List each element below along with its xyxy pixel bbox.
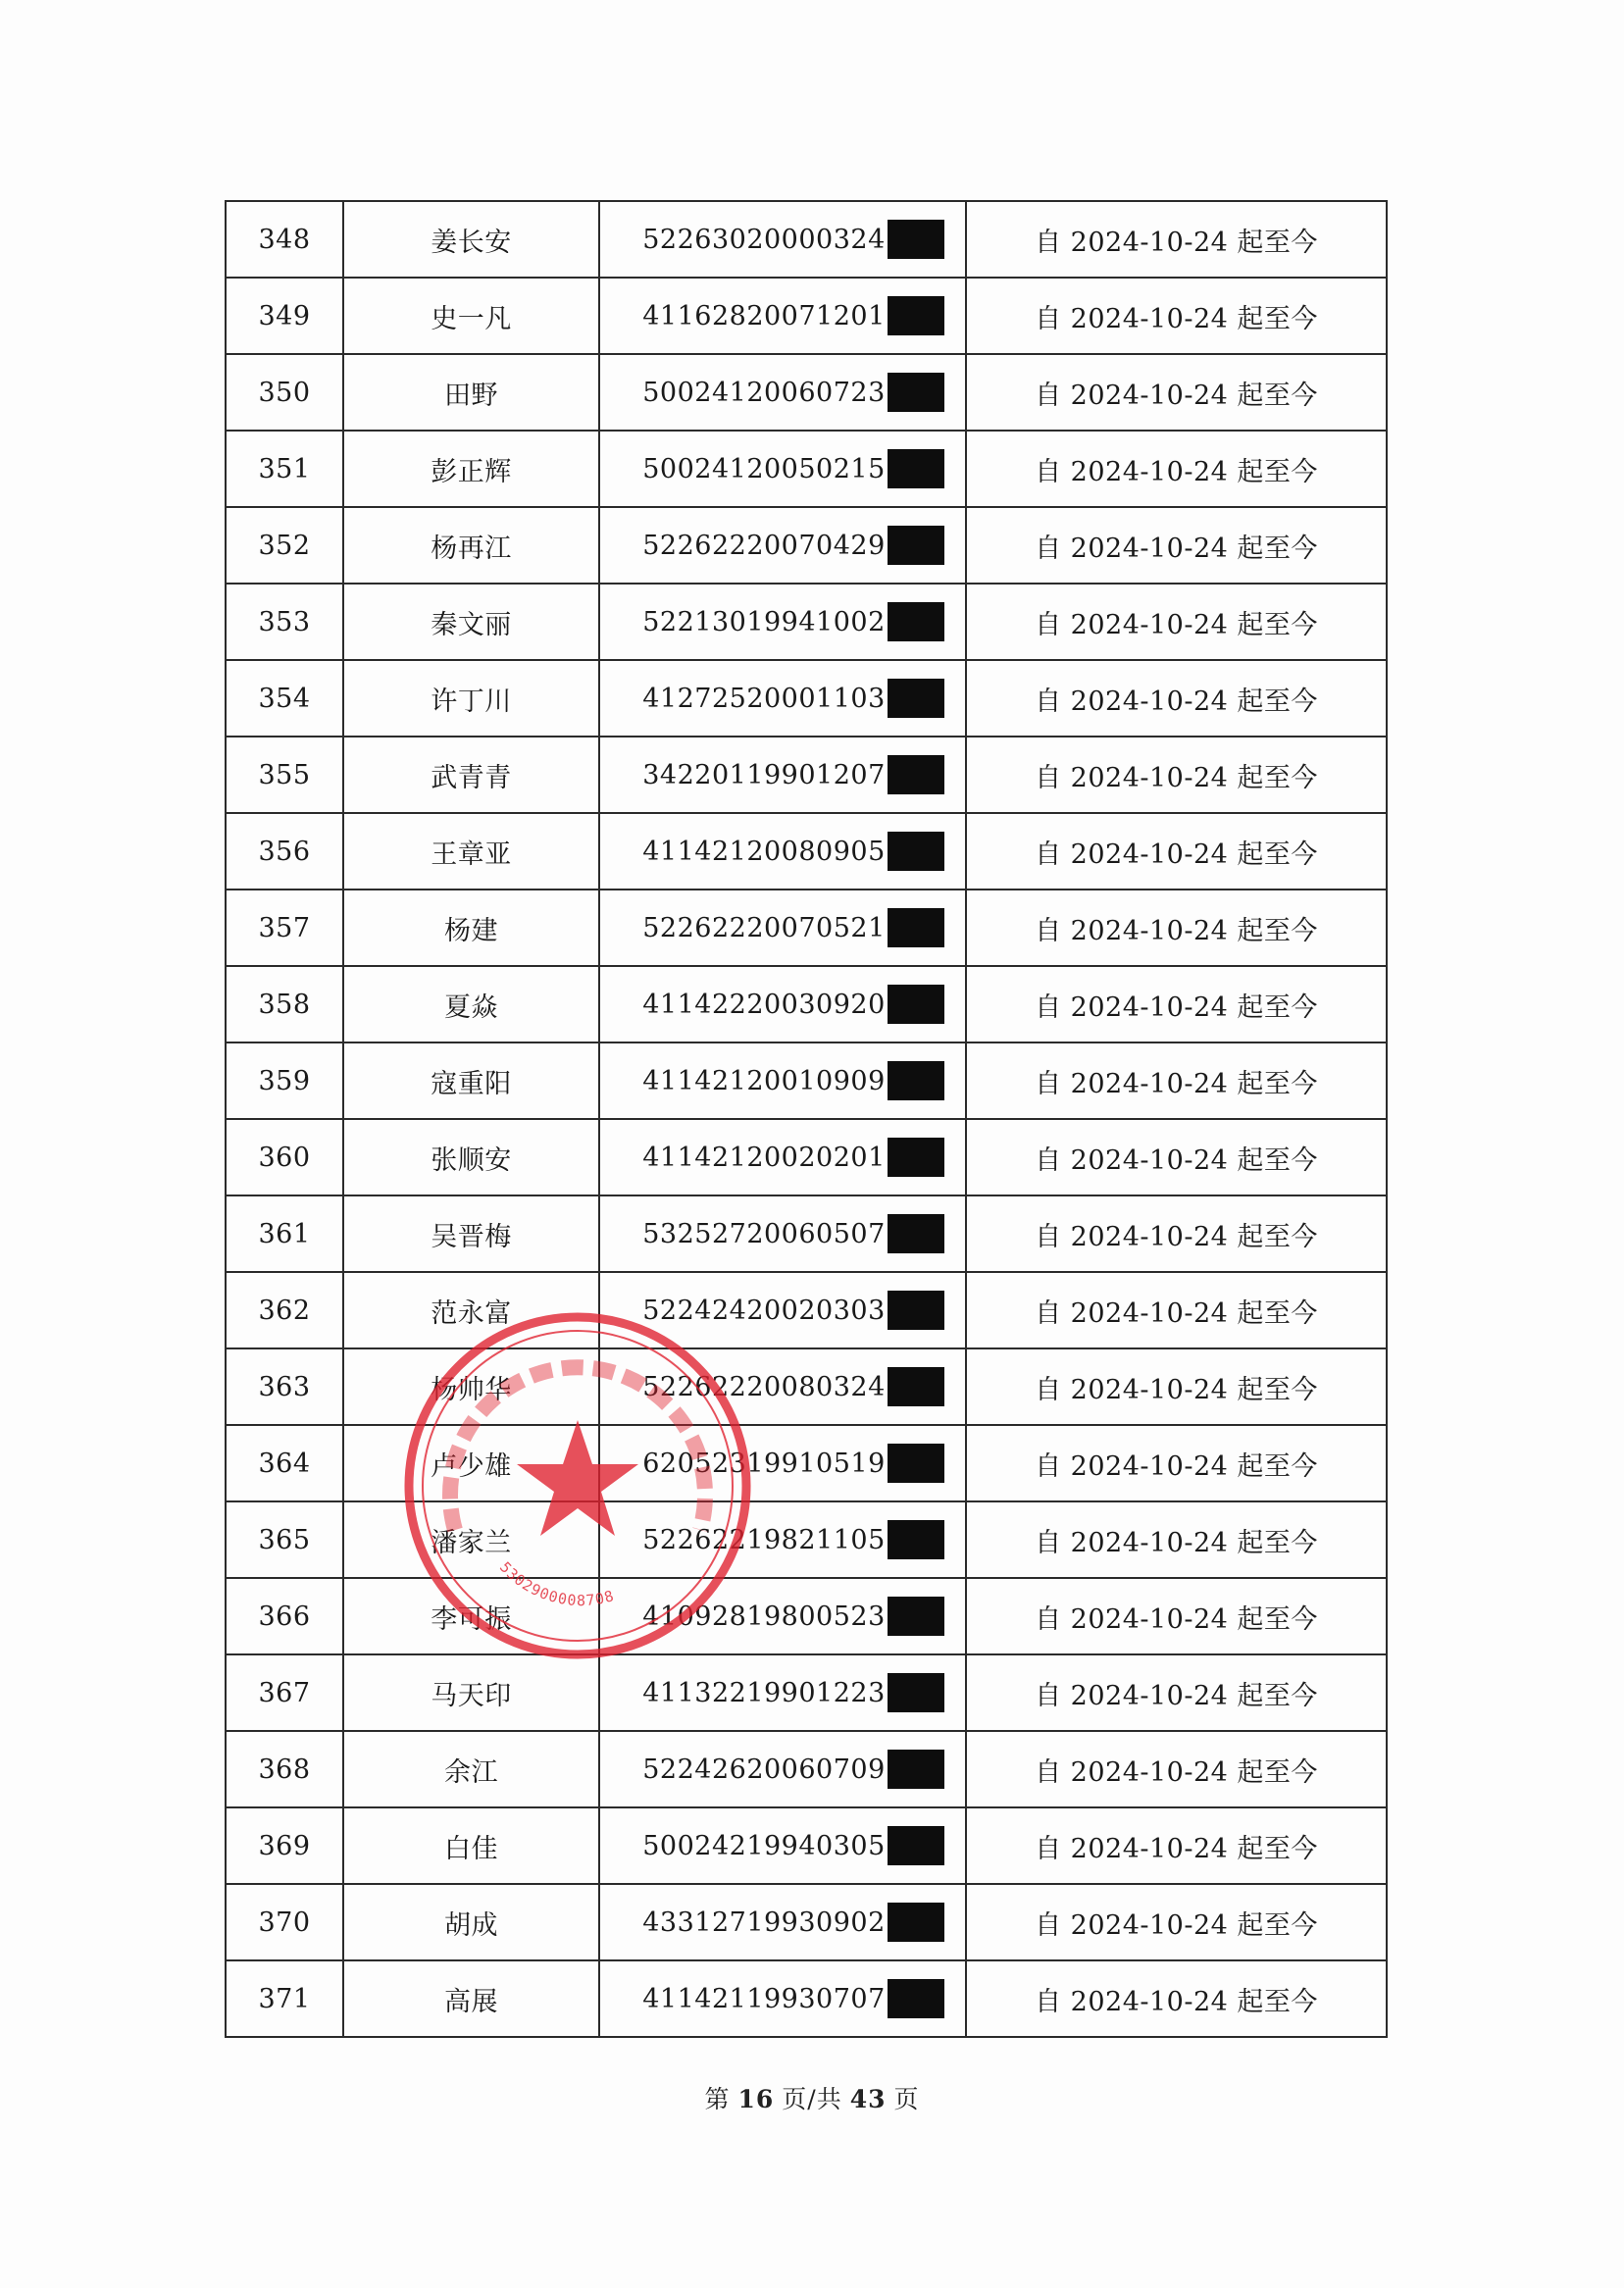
table-row xyxy=(226,1425,1387,1501)
row-index: 369 xyxy=(258,1830,311,1861)
id-number-wrap xyxy=(642,1449,923,1479)
row-id-number-cell xyxy=(599,1501,966,1578)
id-number-wrap xyxy=(642,837,923,867)
row-period: 自 2024-10-24 起至今 xyxy=(1035,1756,1318,1788)
row-period: 自 2024-10-24 起至今 xyxy=(1035,303,1318,334)
row-index: 351 xyxy=(258,453,311,484)
row-id-number: 41142120080905 xyxy=(642,836,886,867)
row-period-cell xyxy=(966,507,1387,584)
row-name-cell xyxy=(343,1960,599,2037)
row-index-cell xyxy=(226,1501,343,1578)
id-number-wrap xyxy=(642,225,923,255)
row-index: 362 xyxy=(258,1295,311,1326)
row-period-cell xyxy=(966,201,1387,278)
redaction-box xyxy=(888,1520,944,1559)
row-period: 自 2024-10-24 起至今 xyxy=(1035,1986,1318,2017)
redaction-box xyxy=(888,1214,944,1253)
id-number-wrap xyxy=(642,1984,923,2014)
row-period-cell xyxy=(966,966,1387,1042)
row-name: 王章亚 xyxy=(431,839,512,870)
row-period-cell xyxy=(966,1807,1387,1884)
row-period: 自 2024-10-24 起至今 xyxy=(1035,609,1318,640)
row-period-cell xyxy=(966,1578,1387,1654)
row-id-number-cell xyxy=(599,584,966,660)
id-number-wrap xyxy=(642,1296,923,1326)
row-id-number: 52262220070521 xyxy=(642,912,886,943)
row-name-cell xyxy=(343,1807,599,1884)
id-number-wrap xyxy=(642,1831,923,1861)
row-period-cell xyxy=(966,1654,1387,1731)
row-name: 秦文丽 xyxy=(431,609,512,640)
row-name-cell xyxy=(343,201,599,278)
row-period-cell xyxy=(966,1348,1387,1425)
row-period-cell xyxy=(966,1960,1387,2037)
row-id-number-cell xyxy=(599,1042,966,1119)
row-index-cell xyxy=(226,1654,343,1731)
row-id-number-cell xyxy=(599,1578,966,1654)
row-name: 田野 xyxy=(444,380,498,411)
row-id-number-cell xyxy=(599,1884,966,1960)
row-name-cell xyxy=(343,1119,599,1195)
row-id-number: 41132219901223 xyxy=(642,1677,886,1708)
row-id-number-cell xyxy=(599,1195,966,1272)
id-number-wrap xyxy=(642,1525,923,1555)
table-row xyxy=(226,1960,1387,2037)
row-name-cell xyxy=(343,431,599,507)
row-index-cell xyxy=(226,1960,343,2037)
row-id-number: 52242620060709 xyxy=(642,1754,886,1785)
footer-current-page: 16 xyxy=(737,2085,775,2113)
redaction-box xyxy=(888,1367,944,1406)
redaction-box xyxy=(888,755,944,794)
row-index: 367 xyxy=(258,1677,311,1708)
row-name: 马天印 xyxy=(431,1680,512,1711)
table-row xyxy=(226,584,1387,660)
row-name: 潘家兰 xyxy=(431,1527,512,1558)
row-index-cell xyxy=(226,1119,343,1195)
row-period-cell xyxy=(966,1425,1387,1501)
row-name-cell xyxy=(343,1578,599,1654)
table-row xyxy=(226,737,1387,813)
row-name-cell xyxy=(343,278,599,354)
row-id-number-cell xyxy=(599,1654,966,1731)
row-period: 自 2024-10-24 起至今 xyxy=(1035,1374,1318,1405)
row-index-cell xyxy=(226,813,343,890)
row-id-number-cell xyxy=(599,1807,966,1884)
table-row xyxy=(226,1195,1387,1272)
table-row xyxy=(226,507,1387,584)
row-period-cell xyxy=(966,660,1387,737)
table-row xyxy=(226,1884,1387,1960)
redaction-box xyxy=(888,679,944,718)
row-period: 自 2024-10-24 起至今 xyxy=(1035,1909,1318,1941)
row-name: 张顺安 xyxy=(431,1144,512,1176)
id-number-wrap xyxy=(642,1907,923,1938)
row-name-cell xyxy=(343,1272,599,1348)
row-id-number: 50024120050215 xyxy=(642,453,886,484)
row-index: 361 xyxy=(258,1218,311,1249)
row-index: 364 xyxy=(258,1448,311,1479)
row-index: 354 xyxy=(258,683,311,714)
row-id-number: 43312719930902 xyxy=(642,1907,886,1938)
row-name-cell xyxy=(343,660,599,737)
row-id-number: 52262219821105 xyxy=(642,1524,886,1555)
row-name: 许丁川 xyxy=(431,686,512,717)
redaction-box xyxy=(888,1903,944,1942)
row-period: 自 2024-10-24 起至今 xyxy=(1035,1221,1318,1252)
row-name: 夏焱 xyxy=(444,991,498,1023)
footer-suffix: 页 xyxy=(893,2085,920,2113)
table-row xyxy=(226,1501,1387,1578)
row-id-number-cell xyxy=(599,813,966,890)
row-name: 范永富 xyxy=(431,1297,512,1329)
row-name-cell xyxy=(343,1042,599,1119)
row-name: 姜长安 xyxy=(431,227,512,258)
row-index: 370 xyxy=(258,1907,311,1938)
row-id-number-cell xyxy=(599,1960,966,2037)
row-id-number-cell xyxy=(599,278,966,354)
row-id-number-cell xyxy=(599,1348,966,1425)
roster-table-body xyxy=(226,201,1387,2037)
id-number-wrap xyxy=(642,378,923,408)
table-row xyxy=(226,354,1387,431)
row-period: 自 2024-10-24 起至今 xyxy=(1035,380,1318,411)
row-index-cell xyxy=(226,1425,343,1501)
row-id-number: 52213019941002 xyxy=(642,606,886,637)
row-id-number: 62052319910519 xyxy=(642,1448,886,1479)
row-name-cell xyxy=(343,584,599,660)
id-number-wrap xyxy=(642,1372,923,1402)
redaction-box xyxy=(888,1061,944,1100)
table-row xyxy=(226,1042,1387,1119)
table-row xyxy=(226,1654,1387,1731)
row-period: 自 2024-10-24 起至今 xyxy=(1035,456,1318,487)
row-period: 自 2024-10-24 起至今 xyxy=(1035,1527,1318,1558)
row-id-number: 34220119901207 xyxy=(642,759,886,790)
redaction-box xyxy=(888,1597,944,1636)
row-index: 356 xyxy=(258,836,311,867)
row-name: 武青青 xyxy=(431,762,512,793)
page-footer xyxy=(0,2080,1624,2115)
row-id-number: 41142120010909 xyxy=(642,1065,886,1096)
row-index-cell xyxy=(226,660,343,737)
row-index: 349 xyxy=(258,300,311,331)
row-index-cell xyxy=(226,507,343,584)
redaction-box xyxy=(888,1138,944,1177)
id-number-wrap xyxy=(642,1066,923,1096)
row-index: 360 xyxy=(258,1142,311,1173)
redaction-box xyxy=(888,832,944,871)
table-row xyxy=(226,431,1387,507)
row-period: 自 2024-10-24 起至今 xyxy=(1035,762,1318,793)
row-period-cell xyxy=(966,1731,1387,1807)
redaction-box xyxy=(888,526,944,565)
row-id-number-cell xyxy=(599,737,966,813)
row-index-cell xyxy=(226,1348,343,1425)
row-id-number: 50024120060723 xyxy=(642,377,886,408)
row-name-cell xyxy=(343,1348,599,1425)
row-name: 彭正辉 xyxy=(431,456,512,487)
row-index: 350 xyxy=(258,377,311,408)
row-index-cell xyxy=(226,1807,343,1884)
row-period-cell xyxy=(966,278,1387,354)
redaction-box xyxy=(888,985,944,1024)
id-number-wrap xyxy=(642,684,923,714)
row-id-number-cell xyxy=(599,354,966,431)
table-row xyxy=(226,1578,1387,1654)
row-name-cell xyxy=(343,507,599,584)
row-name-cell xyxy=(343,813,599,890)
table-row xyxy=(226,1807,1387,1884)
row-period: 自 2024-10-24 起至今 xyxy=(1035,1833,1318,1864)
row-name: 卢少雄 xyxy=(431,1450,512,1482)
footer-total-pages: 43 xyxy=(849,2085,887,2113)
redaction-box xyxy=(888,908,944,947)
row-name: 杨建 xyxy=(444,915,498,946)
row-period: 自 2024-10-24 起至今 xyxy=(1035,1068,1318,1099)
id-number-wrap xyxy=(642,1754,923,1785)
row-index-cell xyxy=(226,584,343,660)
row-name: 李可振 xyxy=(431,1603,512,1635)
redaction-box xyxy=(888,1444,944,1483)
row-id-number-cell xyxy=(599,1119,966,1195)
redaction-box xyxy=(888,296,944,335)
row-index-cell xyxy=(226,278,343,354)
row-id-number: 52263020000324 xyxy=(642,224,886,255)
row-name-cell xyxy=(343,1501,599,1578)
row-id-number-cell xyxy=(599,1731,966,1807)
row-id-number: 52262220080324 xyxy=(642,1371,886,1402)
row-period: 自 2024-10-24 起至今 xyxy=(1035,839,1318,870)
row-index-cell xyxy=(226,966,343,1042)
redaction-box xyxy=(888,220,944,259)
id-number-wrap xyxy=(642,1602,923,1632)
row-index: 365 xyxy=(258,1524,311,1555)
row-name-cell xyxy=(343,737,599,813)
redaction-box xyxy=(888,1826,944,1865)
table-row xyxy=(226,1272,1387,1348)
row-name-cell xyxy=(343,966,599,1042)
row-period: 自 2024-10-24 起至今 xyxy=(1035,1297,1318,1329)
row-name: 高展 xyxy=(444,1986,498,2017)
row-index: 371 xyxy=(258,1983,311,2014)
row-id-number: 52262220070429 xyxy=(642,530,886,561)
row-period-cell xyxy=(966,354,1387,431)
id-number-wrap xyxy=(642,454,923,484)
redaction-box xyxy=(888,1291,944,1330)
row-index: 363 xyxy=(258,1371,311,1402)
redaction-box xyxy=(888,1979,944,2018)
row-id-number-cell xyxy=(599,507,966,584)
row-period: 自 2024-10-24 起至今 xyxy=(1035,915,1318,946)
table-row xyxy=(226,1731,1387,1807)
row-id-number-cell xyxy=(599,431,966,507)
id-number-wrap xyxy=(642,1678,923,1708)
row-period-cell xyxy=(966,1042,1387,1119)
redaction-box xyxy=(888,1750,944,1789)
row-period: 自 2024-10-24 起至今 xyxy=(1035,1450,1318,1482)
row-id-number: 41272520001103 xyxy=(642,683,886,714)
row-id-number: 41092819800523 xyxy=(642,1601,886,1632)
row-period-cell xyxy=(966,890,1387,966)
row-index-cell xyxy=(226,890,343,966)
table-row xyxy=(226,966,1387,1042)
row-name-cell xyxy=(343,1425,599,1501)
row-period: 自 2024-10-24 起至今 xyxy=(1035,533,1318,564)
row-index: 352 xyxy=(258,530,311,561)
row-name: 杨再江 xyxy=(431,533,512,564)
row-index: 348 xyxy=(258,224,311,255)
row-index-cell xyxy=(226,1272,343,1348)
row-index-cell xyxy=(226,1042,343,1119)
row-index: 355 xyxy=(258,759,311,790)
row-period: 自 2024-10-24 起至今 xyxy=(1035,1603,1318,1635)
row-id-number-cell xyxy=(599,1425,966,1501)
redaction-box xyxy=(888,449,944,488)
table-row xyxy=(226,1119,1387,1195)
row-name-cell xyxy=(343,1195,599,1272)
row-index-cell xyxy=(226,431,343,507)
row-name: 白佳 xyxy=(444,1833,498,1864)
row-period-cell xyxy=(966,1501,1387,1578)
row-id-number-cell xyxy=(599,660,966,737)
row-index-cell xyxy=(226,1578,343,1654)
id-number-wrap xyxy=(642,531,923,561)
row-name-cell xyxy=(343,1654,599,1731)
row-period-cell xyxy=(966,584,1387,660)
roster-table xyxy=(225,200,1388,2038)
row-period-cell xyxy=(966,431,1387,507)
row-period-cell xyxy=(966,813,1387,890)
row-name-cell xyxy=(343,890,599,966)
row-id-number: 41162820071201 xyxy=(642,300,886,331)
row-id-number: 41142119930707 xyxy=(642,1983,886,2014)
table-row xyxy=(226,201,1387,278)
seal-code: 5302900008708 xyxy=(495,1558,617,1610)
row-index: 353 xyxy=(258,606,311,637)
redaction-box xyxy=(888,1673,944,1712)
row-name-cell xyxy=(343,1731,599,1807)
row-index: 359 xyxy=(258,1065,311,1096)
id-number-wrap xyxy=(642,760,923,790)
row-id-number-cell xyxy=(599,966,966,1042)
table-row xyxy=(226,890,1387,966)
row-id-number-cell xyxy=(599,890,966,966)
row-name: 胡成 xyxy=(444,1909,498,1941)
id-number-wrap xyxy=(642,1143,923,1173)
row-index-cell xyxy=(226,354,343,431)
row-id-number: 52242420020303 xyxy=(642,1295,886,1326)
row-name: 杨帅华 xyxy=(431,1374,512,1405)
table-row xyxy=(226,1348,1387,1425)
footer-middle: 页/共 xyxy=(782,2085,842,2113)
row-index-cell xyxy=(226,737,343,813)
row-index: 368 xyxy=(258,1754,311,1785)
row-period-cell xyxy=(966,1272,1387,1348)
row-name: 寇重阳 xyxy=(431,1068,512,1099)
id-number-wrap xyxy=(642,607,923,637)
row-id-number: 41142220030920 xyxy=(642,989,886,1020)
row-period-cell xyxy=(966,1195,1387,1272)
row-period-cell xyxy=(966,1884,1387,1960)
row-name-cell xyxy=(343,354,599,431)
table-row xyxy=(226,813,1387,890)
row-index: 358 xyxy=(258,989,311,1020)
row-name: 史一凡 xyxy=(431,303,512,334)
row-name: 吴晋梅 xyxy=(431,1221,512,1252)
row-index: 366 xyxy=(258,1601,311,1632)
row-period: 自 2024-10-24 起至今 xyxy=(1035,991,1318,1023)
row-period: 自 2024-10-24 起至今 xyxy=(1035,1680,1318,1711)
row-index-cell xyxy=(226,1731,343,1807)
row-id-number-cell xyxy=(599,1272,966,1348)
row-index-cell xyxy=(226,201,343,278)
id-number-wrap xyxy=(642,913,923,943)
id-number-wrap xyxy=(642,1219,923,1249)
redaction-box xyxy=(888,373,944,412)
id-number-wrap xyxy=(642,301,923,331)
row-index-cell xyxy=(226,1884,343,1960)
row-period-cell xyxy=(966,1119,1387,1195)
footer-prefix: 第 xyxy=(704,2085,731,2113)
table-row xyxy=(226,278,1387,354)
row-period: 自 2024-10-24 起至今 xyxy=(1035,686,1318,717)
row-name-cell xyxy=(343,1884,599,1960)
row-id-number: 50024219940305 xyxy=(642,1830,886,1861)
row-period: 自 2024-10-24 起至今 xyxy=(1035,227,1318,258)
row-name: 余江 xyxy=(444,1756,498,1788)
redaction-box xyxy=(888,602,944,641)
row-index-cell xyxy=(226,1195,343,1272)
row-period: 自 2024-10-24 起至今 xyxy=(1035,1144,1318,1176)
row-period-cell xyxy=(966,737,1387,813)
id-number-wrap xyxy=(642,990,923,1020)
row-id-number-cell xyxy=(599,201,966,278)
table-row xyxy=(226,660,1387,737)
row-index: 357 xyxy=(258,912,311,943)
row-id-number: 41142120020201 xyxy=(642,1142,886,1173)
row-id-number: 53252720060507 xyxy=(642,1218,886,1249)
